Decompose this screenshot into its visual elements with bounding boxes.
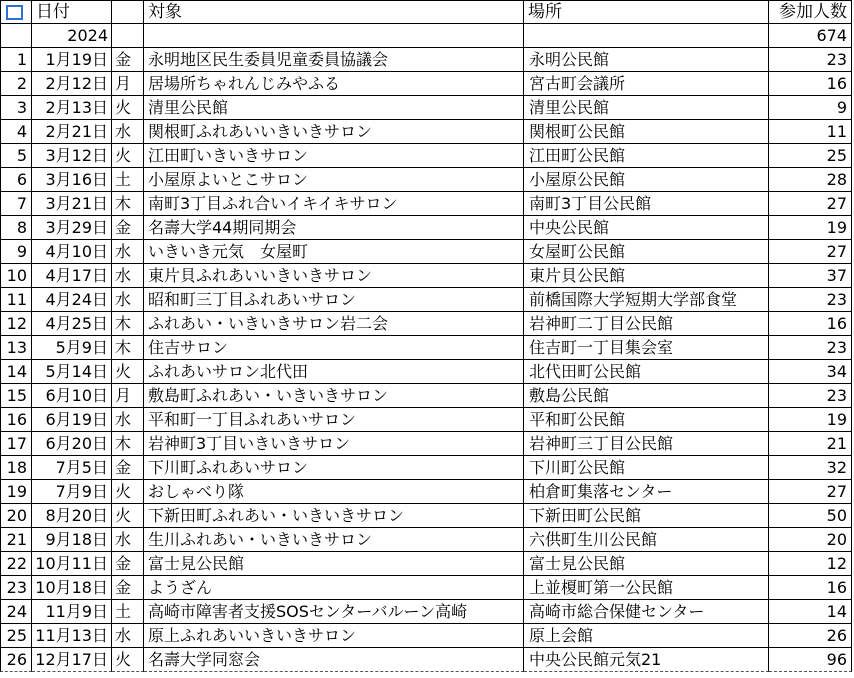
place-cell[interactable]: 平和町公民館 [524, 408, 769, 432]
row-number[interactable]: 16 [0, 408, 32, 432]
weekday-cell[interactable]: 火 [112, 360, 144, 384]
target-cell[interactable]: 岩神町3丁目いきいきサロン [144, 432, 524, 456]
count-cell[interactable]: 23 [769, 288, 852, 312]
row-number[interactable]: 24 [0, 600, 32, 624]
place-cell[interactable]: 宮古町会議所 [524, 72, 769, 96]
weekday-cell[interactable]: 火 [112, 504, 144, 528]
row-number[interactable]: 4 [0, 120, 32, 144]
place-cell[interactable]: 六供町生川公民館 [524, 528, 769, 552]
count-cell[interactable]: 19 [769, 216, 852, 240]
summary-total[interactable]: 674 [769, 24, 852, 48]
count-cell[interactable]: 16 [769, 312, 852, 336]
count-cell[interactable]: 21 [769, 432, 852, 456]
date-cell[interactable]: 6月20日 [32, 432, 112, 456]
date-cell[interactable]: 3月29日 [32, 216, 112, 240]
count-cell[interactable]: 9 [769, 96, 852, 120]
select-all-cell[interactable] [0, 0, 32, 24]
weekday-cell[interactable]: 土 [112, 168, 144, 192]
target-cell[interactable]: 小屋原よいとこサロン [144, 168, 524, 192]
target-cell[interactable]: いきいき元気 女屋町 [144, 240, 524, 264]
table-row [0, 336, 852, 360]
table-row [0, 576, 852, 600]
header-day[interactable] [112, 0, 144, 24]
target-cell[interactable]: 下川町ふれあいサロン [144, 456, 524, 480]
row-number[interactable]: 22 [0, 552, 32, 576]
header-place[interactable]: 場所 [524, 0, 769, 24]
target-cell[interactable]: 敷島町ふれあい・いきいきサロン [144, 384, 524, 408]
count-cell[interactable]: 26 [769, 624, 852, 648]
place-cell[interactable]: 原上会館 [524, 624, 769, 648]
count-cell[interactable]: 27 [769, 192, 852, 216]
target-cell[interactable]: 江田町いきいきサロン [144, 144, 524, 168]
row-number[interactable]: 17 [0, 432, 32, 456]
table-row [0, 624, 852, 648]
date-cell[interactable]: 1月19日 [32, 48, 112, 72]
weekday-cell[interactable]: 水 [112, 240, 144, 264]
count-cell[interactable]: 25 [769, 144, 852, 168]
date-cell[interactable]: 3月21日 [32, 192, 112, 216]
target-cell[interactable]: 平和町一丁目ふれあいサロン [144, 408, 524, 432]
weekday-cell[interactable]: 水 [112, 408, 144, 432]
table-row [0, 96, 852, 120]
row-number[interactable]: 7 [0, 192, 32, 216]
weekday-cell[interactable]: 金 [112, 48, 144, 72]
row-number[interactable]: 5 [0, 144, 32, 168]
row-number[interactable]: 12 [0, 312, 32, 336]
target-cell[interactable]: 居場所ちゃれんじみやふる [144, 72, 524, 96]
target-cell[interactable]: 清里公民館 [144, 96, 524, 120]
count-cell[interactable]: 16 [769, 576, 852, 600]
place-cell[interactable]: 江田町公民館 [524, 144, 769, 168]
table-row [0, 72, 852, 96]
table-row [0, 456, 852, 480]
row-number[interactable]: 11 [0, 288, 32, 312]
weekday-cell[interactable]: 水 [112, 528, 144, 552]
table-row [0, 408, 852, 432]
summary-day-cell[interactable] [112, 24, 144, 48]
count-cell[interactable]: 14 [769, 600, 852, 624]
table-row [0, 648, 852, 672]
date-cell[interactable]: 7月9日 [32, 480, 112, 504]
table-row [0, 528, 852, 552]
row-number[interactable]: 15 [0, 384, 32, 408]
place-cell[interactable]: 富士見公民館 [524, 552, 769, 576]
count-cell[interactable]: 23 [769, 336, 852, 360]
place-cell[interactable]: 高崎市総合保健センター [524, 600, 769, 624]
table-row [0, 48, 852, 72]
row-number[interactable]: 8 [0, 216, 32, 240]
target-cell[interactable]: 富士見公民館 [144, 552, 524, 576]
weekday-cell[interactable]: 金 [112, 456, 144, 480]
summary-no-cell[interactable] [0, 24, 32, 48]
weekday-cell[interactable]: 水 [112, 288, 144, 312]
count-cell[interactable]: 11 [769, 120, 852, 144]
target-cell[interactable]: ふれあい・いきいきサロン岩二会 [144, 312, 524, 336]
date-cell[interactable]: 8月20日 [32, 504, 112, 528]
row-number[interactable]: 2 [0, 72, 32, 96]
date-cell[interactable]: 9月18日 [32, 528, 112, 552]
row-number[interactable]: 25 [0, 624, 32, 648]
summary-year[interactable]: 2024 [32, 24, 112, 48]
table-row [0, 168, 852, 192]
date-cell[interactable]: 2月21日 [32, 120, 112, 144]
date-cell[interactable]: 4月25日 [32, 312, 112, 336]
date-cell[interactable]: 10月11日 [32, 552, 112, 576]
weekday-cell[interactable]: 火 [112, 96, 144, 120]
place-cell[interactable]: 東片貝公民館 [524, 264, 769, 288]
target-cell[interactable]: 名壽大学同窓会 [144, 648, 524, 672]
table-row [0, 216, 852, 240]
place-cell[interactable]: 岩神町二丁目公民館 [524, 312, 769, 336]
count-cell[interactable]: 32 [769, 456, 852, 480]
row-number[interactable]: 26 [0, 648, 32, 672]
weekday-cell[interactable]: 木 [112, 432, 144, 456]
table-row [0, 240, 852, 264]
place-cell[interactable]: 永明公民館 [524, 48, 769, 72]
count-cell[interactable]: 28 [769, 168, 852, 192]
weekday-cell[interactable]: 金 [112, 576, 144, 600]
count-cell[interactable]: 37 [769, 264, 852, 288]
weekday-cell[interactable]: 水 [112, 624, 144, 648]
target-cell[interactable]: 高崎市障害者支援SOSセンターバルーン高崎 [144, 600, 524, 624]
count-cell[interactable]: 20 [769, 528, 852, 552]
table-row [0, 144, 852, 168]
table-row [0, 504, 852, 528]
weekday-cell[interactable]: 木 [112, 336, 144, 360]
weekday-cell[interactable]: 土 [112, 600, 144, 624]
summary-target-cell[interactable] [144, 24, 524, 48]
place-cell[interactable]: 前橋国際大学短期大学部食堂 [524, 288, 769, 312]
place-cell[interactable]: 小屋原公民館 [524, 168, 769, 192]
target-cell[interactable]: ようざん [144, 576, 524, 600]
table-row [0, 600, 852, 624]
row-number[interactable]: 14 [0, 360, 32, 384]
date-cell[interactable]: 11月9日 [32, 600, 112, 624]
header-row [0, 0, 852, 24]
place-cell[interactable]: 住吉町一丁目集会室 [524, 336, 769, 360]
table-row [0, 552, 852, 576]
date-cell[interactable]: 10月18日 [32, 576, 112, 600]
date-cell[interactable]: 11月13日 [32, 624, 112, 648]
table-row [0, 480, 852, 504]
place-cell[interactable]: 清里公民館 [524, 96, 769, 120]
date-cell[interactable]: 2月13日 [32, 96, 112, 120]
target-cell[interactable]: 下新田町ふれあい・いきいきサロン [144, 504, 524, 528]
date-cell[interactable]: 5月9日 [32, 336, 112, 360]
target-cell[interactable]: ふれあいサロン北代田 [144, 360, 524, 384]
row-number[interactable]: 20 [0, 504, 32, 528]
date-cell[interactable]: 3月16日 [32, 168, 112, 192]
target-cell[interactable]: おしゃべり隊 [144, 480, 524, 504]
weekday-cell[interactable]: 月 [112, 384, 144, 408]
target-cell[interactable]: 住吉サロン [144, 336, 524, 360]
place-cell[interactable]: 下川町公民館 [524, 456, 769, 480]
weekday-cell[interactable]: 木 [112, 312, 144, 336]
header-date[interactable]: 日付 [32, 0, 112, 24]
table-row [0, 360, 852, 384]
select-all-box[interactable] [6, 5, 23, 20]
table-row [0, 264, 852, 288]
date-cell[interactable]: 4月10日 [32, 240, 112, 264]
target-cell[interactable]: 関根町ふれあいいきいきサロン [144, 120, 524, 144]
weekday-cell[interactable]: 月 [112, 72, 144, 96]
date-cell[interactable]: 6月10日 [32, 384, 112, 408]
weekday-cell[interactable]: 水 [112, 120, 144, 144]
target-cell[interactable]: 永明地区民生委員児童委員協議会 [144, 48, 524, 72]
table-row [0, 384, 852, 408]
place-cell[interactable]: 下新田町公民館 [524, 504, 769, 528]
date-cell[interactable]: 6月19日 [32, 408, 112, 432]
place-cell[interactable]: 中央公民館元気21 [524, 648, 769, 672]
row-number[interactable]: 6 [0, 168, 32, 192]
row-number[interactable]: 3 [0, 96, 32, 120]
weekday-cell[interactable]: 金 [112, 552, 144, 576]
date-cell[interactable]: 7月5日 [32, 456, 112, 480]
place-cell[interactable]: 北代田町公民館 [524, 360, 769, 384]
place-cell[interactable]: 柏倉町集落センター [524, 480, 769, 504]
header-count[interactable]: 参加人数 [769, 0, 852, 24]
target-cell[interactable]: 昭和町三丁目ふれあいサロン [144, 288, 524, 312]
target-cell[interactable]: 原上ふれあいいきいきサロン [144, 624, 524, 648]
row-number[interactable]: 10 [0, 264, 32, 288]
weekday-cell[interactable]: 水 [112, 264, 144, 288]
table-row [0, 120, 852, 144]
table-row [0, 192, 852, 216]
date-cell[interactable]: 12月17日 [32, 648, 112, 672]
place-cell[interactable]: 南町3丁目公民館 [524, 192, 769, 216]
date-cell[interactable]: 4月24日 [32, 288, 112, 312]
weekday-cell[interactable]: 火 [112, 648, 144, 672]
summary-place-cell[interactable] [524, 24, 769, 48]
row-number[interactable]: 19 [0, 480, 32, 504]
row-number[interactable]: 18 [0, 456, 32, 480]
table-row [0, 312, 852, 336]
weekday-cell[interactable]: 金 [112, 216, 144, 240]
header-target[interactable]: 対象 [144, 0, 524, 24]
weekday-cell[interactable]: 火 [112, 480, 144, 504]
count-cell[interactable]: 16 [769, 72, 852, 96]
count-cell[interactable]: 50 [769, 504, 852, 528]
place-cell[interactable]: 関根町公民館 [524, 120, 769, 144]
weekday-cell[interactable]: 木 [112, 192, 144, 216]
row-number[interactable]: 23 [0, 576, 32, 600]
row-number[interactable]: 13 [0, 336, 32, 360]
row-number[interactable]: 9 [0, 240, 32, 264]
date-cell[interactable]: 2月12日 [32, 72, 112, 96]
count-cell[interactable]: 23 [769, 384, 852, 408]
table-row [0, 288, 852, 312]
count-cell[interactable]: 96 [769, 648, 852, 672]
target-cell[interactable]: 東片貝ふれあいいきいきサロン [144, 264, 524, 288]
target-cell[interactable]: 生川ふれあい・いきいきサロン [144, 528, 524, 552]
place-cell[interactable]: 上並榎町第一公民館 [524, 576, 769, 600]
place-cell[interactable]: 女屋町公民館 [524, 240, 769, 264]
summary-row [0, 24, 852, 48]
row-number[interactable]: 21 [0, 528, 32, 552]
table-row [0, 432, 852, 456]
date-cell[interactable]: 5月14日 [32, 360, 112, 384]
target-cell[interactable]: 名壽大学44期同期会 [144, 216, 524, 240]
count-cell[interactable]: 34 [769, 360, 852, 384]
weekday-cell[interactable]: 火 [112, 144, 144, 168]
row-number[interactable]: 1 [0, 48, 32, 72]
count-cell[interactable]: 27 [769, 480, 852, 504]
count-cell[interactable]: 19 [769, 408, 852, 432]
date-cell[interactable]: 4月17日 [32, 264, 112, 288]
place-cell[interactable]: 中央公民館 [524, 216, 769, 240]
count-cell[interactable]: 23 [769, 48, 852, 72]
date-cell[interactable]: 3月12日 [32, 144, 112, 168]
target-cell[interactable]: 南町3丁目ふれ合いイキイキサロン [144, 192, 524, 216]
place-cell[interactable]: 岩神町三丁目公民館 [524, 432, 769, 456]
place-cell[interactable]: 敷島公民館 [524, 384, 769, 408]
count-cell[interactable]: 12 [769, 552, 852, 576]
count-cell[interactable]: 27 [769, 240, 852, 264]
